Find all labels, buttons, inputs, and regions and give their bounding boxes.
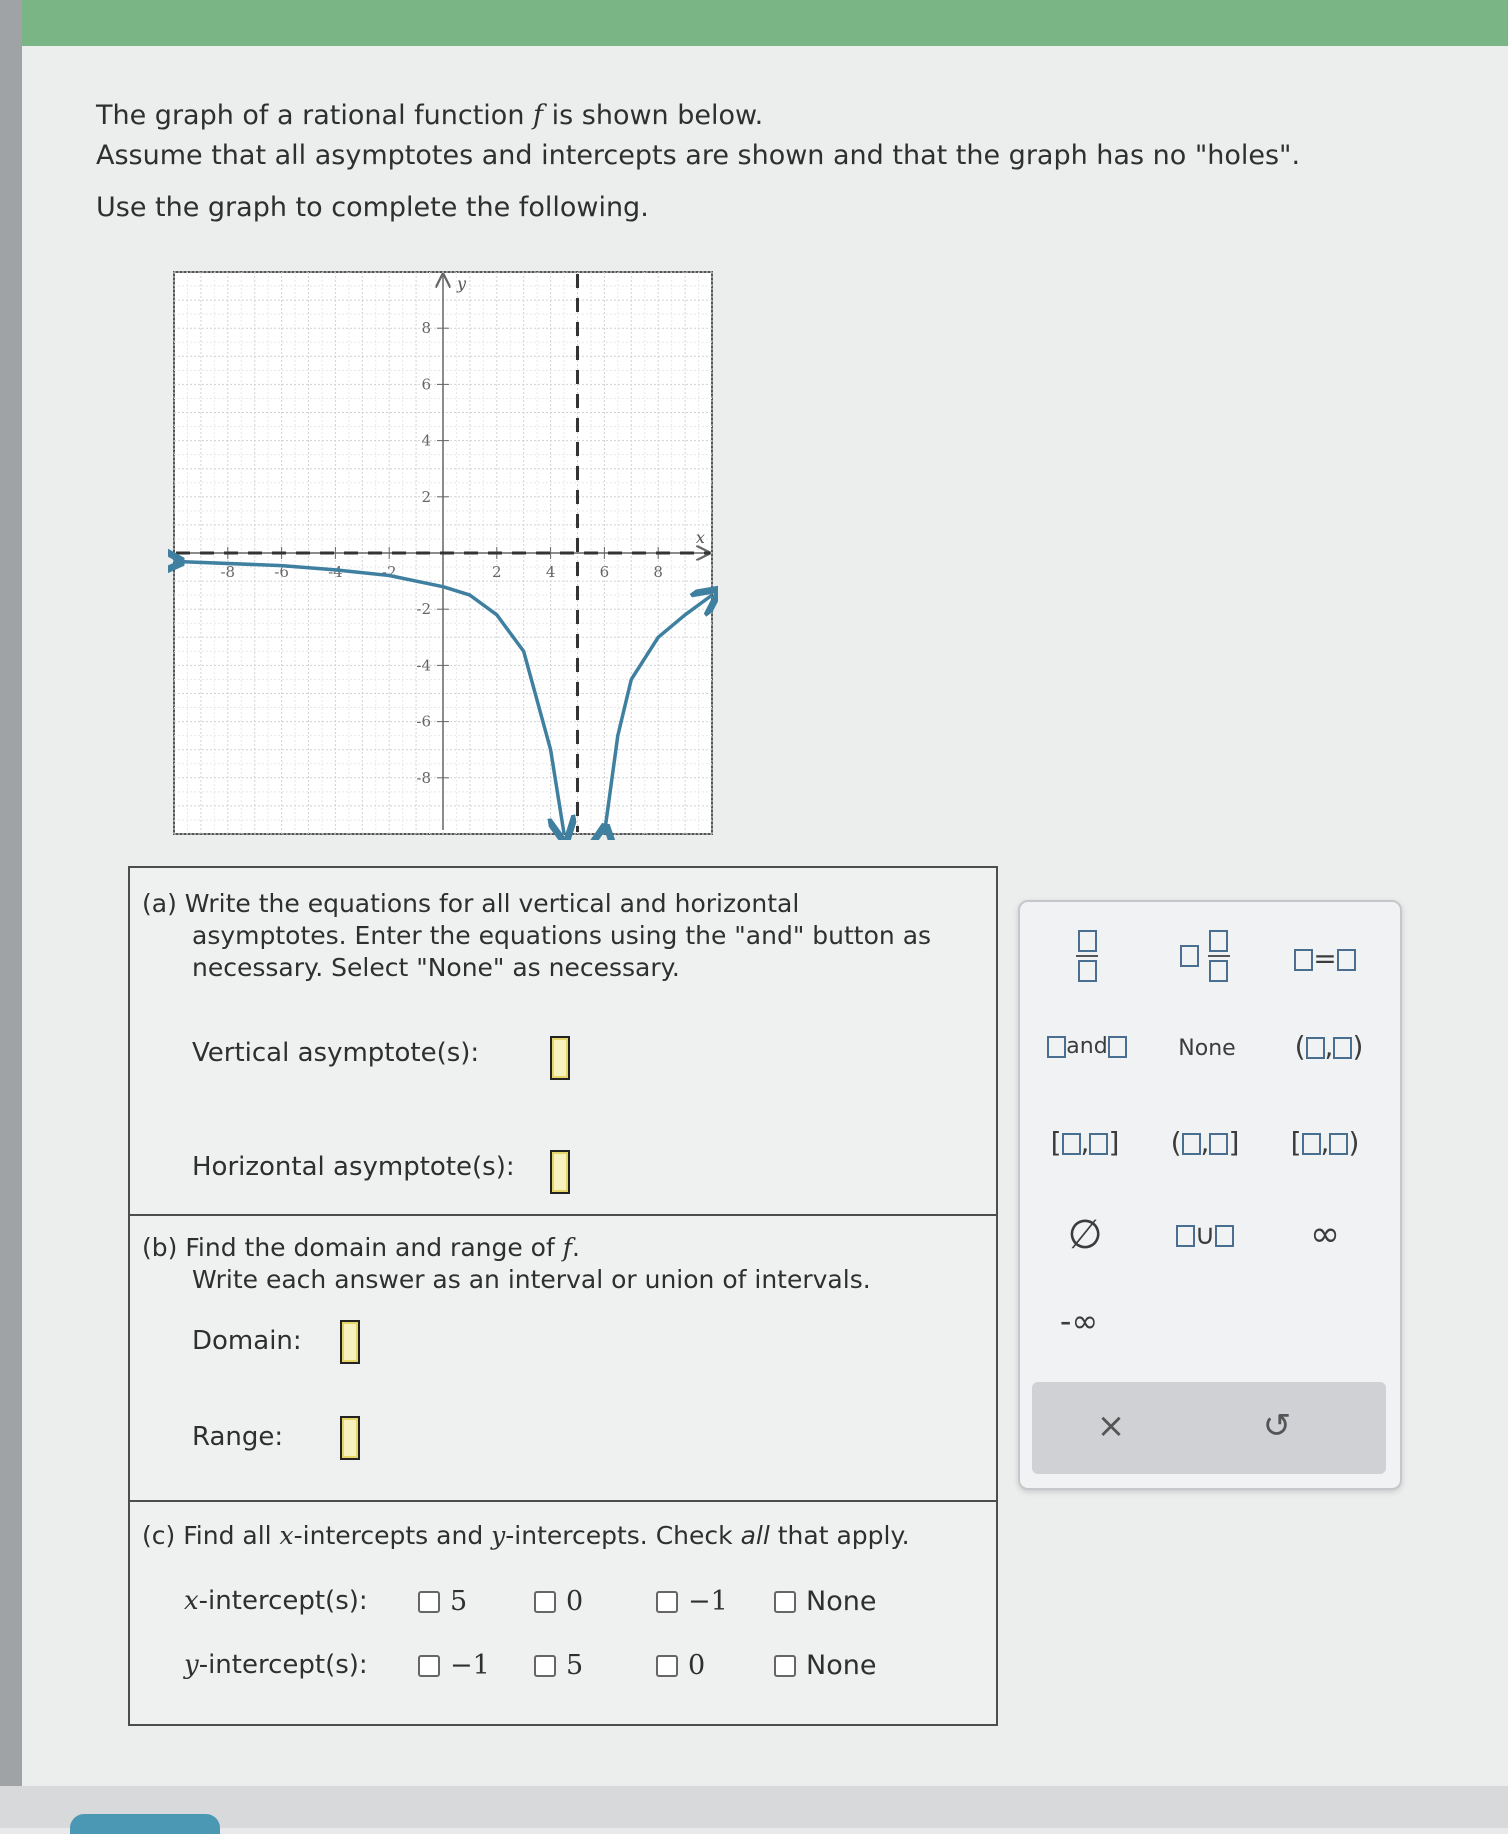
x-tick-label: -2 bbox=[381, 563, 397, 581]
y-intercept-option-neg1[interactable]: −1 bbox=[418, 1650, 490, 1681]
checkbox[interactable] bbox=[656, 1655, 678, 1677]
y-intercepts-label: y-intercept(s): bbox=[184, 1650, 368, 1680]
y-tick-label: 6 bbox=[421, 375, 431, 394]
negative-infinity-key[interactable]: -∞ bbox=[1059, 1302, 1099, 1340]
bottom-bar bbox=[0, 1786, 1508, 1828]
x-intercept-option-neg1[interactable]: −1 bbox=[656, 1586, 728, 1617]
x-intercept-option-5[interactable]: 5 bbox=[418, 1586, 467, 1617]
range-input[interactable] bbox=[340, 1416, 360, 1460]
x-tick-label: 6 bbox=[599, 563, 610, 581]
equals-key[interactable]: = bbox=[1270, 942, 1380, 975]
y-tick-label: -2 bbox=[416, 600, 431, 619]
checkbox[interactable] bbox=[534, 1591, 556, 1613]
x-tick-label: -4 bbox=[328, 563, 343, 581]
checkbox[interactable] bbox=[774, 1591, 796, 1613]
y-tick-label: -4 bbox=[416, 656, 431, 675]
clear-key[interactable] bbox=[1056, 1406, 1166, 1446]
range-label: Range: bbox=[192, 1422, 284, 1452]
mixed-number-key[interactable] bbox=[1150, 930, 1260, 982]
y-tick-label: 2 bbox=[421, 487, 431, 506]
checkbox[interactable] bbox=[418, 1655, 440, 1677]
domain-input[interactable] bbox=[340, 1320, 360, 1364]
part-c-instructions: (c) Find all x-intercepts and y-intercepts. Check all that apply. bbox=[142, 1521, 910, 1550]
x-intercepts-label: x-intercept(s): bbox=[184, 1586, 368, 1616]
vertical-asymptote-input[interactable] bbox=[550, 1036, 570, 1080]
undo-icon: ↺ bbox=[1262, 1406, 1292, 1446]
math-keypad bbox=[1018, 900, 1402, 1490]
bottom-tab[interactable] bbox=[70, 1814, 220, 1834]
x-tick-label: 2 bbox=[492, 563, 502, 581]
mixed-number-icon bbox=[1180, 945, 1199, 967]
part-b-instructions: (b) Find the domain and range of f. Write each answer as an interval or union of intervals. bbox=[142, 1233, 871, 1294]
open-interval-key[interactable]: ( , ) bbox=[1294, 1030, 1364, 1063]
intro-line-2: Assume that all asymptotes and intercepts are shown and that the graph has no "holes". bbox=[96, 140, 1301, 171]
union-key[interactable]: ∪ bbox=[1150, 1218, 1260, 1251]
part-b-section bbox=[130, 1216, 996, 1502]
problem-intro bbox=[96, 96, 1300, 228]
domain-label: Domain: bbox=[192, 1326, 302, 1356]
question-panel bbox=[128, 866, 998, 1726]
undo-key[interactable] bbox=[1222, 1406, 1332, 1446]
left-edge bbox=[0, 0, 22, 1828]
top-bar bbox=[0, 0, 1508, 46]
closed-interval-key[interactable]: [ , ] bbox=[1050, 1126, 1120, 1159]
y-tick-label: 8 bbox=[421, 319, 431, 338]
x-axis-label: x bbox=[695, 528, 705, 547]
x-intercept-option-none[interactable]: None bbox=[774, 1586, 876, 1617]
y-tick-label: -6 bbox=[416, 712, 431, 731]
fraction-icon bbox=[1076, 930, 1098, 982]
intro-line-3: Use the graph to complete the following. bbox=[96, 192, 649, 223]
x-tick-label: 4 bbox=[545, 563, 556, 581]
checkbox[interactable] bbox=[534, 1655, 556, 1677]
x-intercept-option-0[interactable]: 0 bbox=[534, 1586, 583, 1617]
empty-set-key[interactable]: ∅ bbox=[1067, 1212, 1103, 1258]
checkbox[interactable] bbox=[774, 1655, 796, 1677]
part-a-instructions: (a) Write the equations for all vertical and horizontal asymptotes. Enter the equations using the "and" button as necessary. Select "None" as necessary. bbox=[142, 889, 932, 982]
vertical-asymptote-label: Vertical asymptote(s): bbox=[192, 1038, 480, 1068]
horizontal-asymptote-input[interactable] bbox=[550, 1150, 570, 1194]
and-key[interactable]: and bbox=[1032, 1034, 1142, 1059]
y-tick-label: 4 bbox=[421, 431, 431, 450]
right-open-interval-key[interactable]: [ , ) bbox=[1290, 1126, 1360, 1159]
rational-function-graph bbox=[168, 266, 718, 840]
checkbox[interactable] bbox=[418, 1591, 440, 1613]
keypad-action-bar bbox=[1032, 1382, 1386, 1474]
x-tick-label: -6 bbox=[274, 563, 289, 581]
y-axis-label: y bbox=[457, 273, 467, 293]
part-a-section bbox=[130, 868, 996, 1216]
y-intercept-option-5[interactable]: 5 bbox=[534, 1650, 583, 1681]
y-intercept-option-none[interactable]: None bbox=[774, 1650, 876, 1681]
none-key[interactable]: None bbox=[1178, 1036, 1236, 1061]
fraction-key[interactable] bbox=[1032, 930, 1142, 982]
x-tick-label: 8 bbox=[653, 563, 663, 581]
horizontal-asymptote-label: Horizontal asymptote(s): bbox=[192, 1152, 515, 1182]
y-tick-label: -8 bbox=[416, 768, 431, 787]
infinity-key[interactable]: ∞ bbox=[1310, 1214, 1340, 1255]
y-intercept-option-0[interactable]: 0 bbox=[656, 1650, 705, 1681]
part-c-section bbox=[130, 1502, 996, 1722]
close-icon: × bbox=[1096, 1406, 1126, 1446]
left-open-interval-key[interactable]: ( , ] bbox=[1170, 1126, 1240, 1159]
x-tick-label: -8 bbox=[220, 563, 236, 581]
intro-line-1: The graph of a rational function f is shown below. bbox=[96, 100, 764, 131]
checkbox[interactable] bbox=[656, 1591, 678, 1613]
